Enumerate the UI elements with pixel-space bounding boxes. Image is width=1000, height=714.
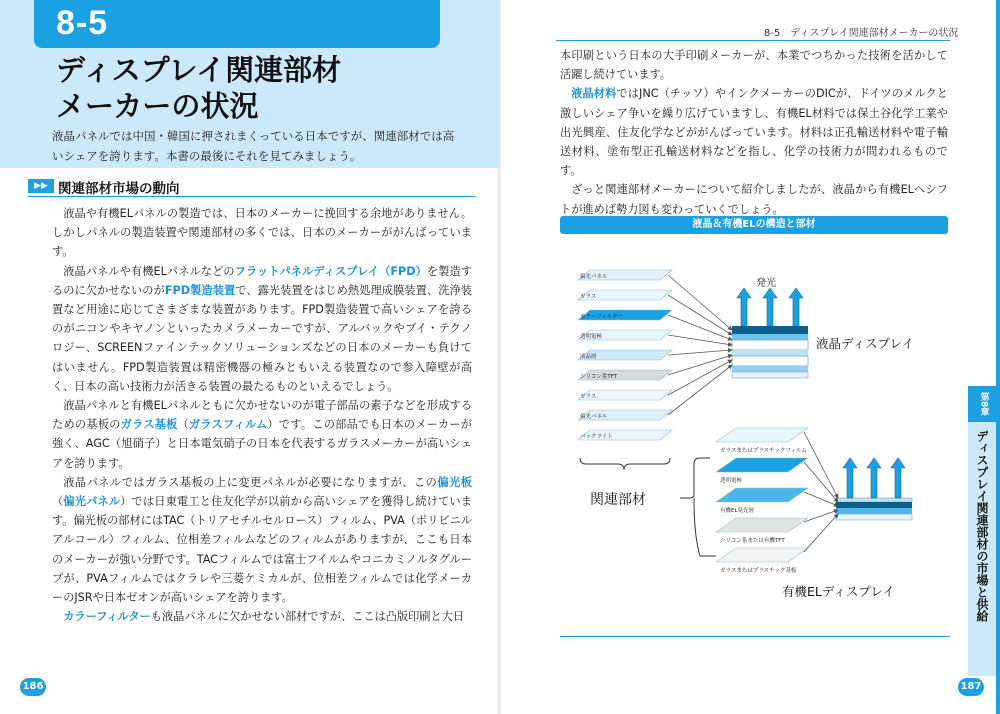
lcd-layer-label: シリコン系TFT — [580, 374, 618, 380]
text-run: ）です。この部品でも日本のメーカーが強く、AGC（旭硝子）と日本電気硝子の日本を代表するガラスメーカーが高いシェアを誇ります。 — [52, 418, 472, 470]
lcd-layer-label: 透明電極 — [580, 334, 603, 340]
oled-layer-label: ガラスまたはプラスチック基板 — [720, 568, 797, 574]
text-run: ）では日東電工と住友化学が以前から高いシェアを獲得し続けています。偏光板の部材にはTAC（トリアセチルセルロース）フィルム、PVA（ポリビニルアルコール）フィルム、位相差フィルムなどのフィルムがありますが、ここも日本のメーカーが強い分野です。TACフィルムでは富士フイルムやコニカミノルタグループが、PVAフィルムではクラレや三菱ケミカルが、位相差フィルムでは化学メーカーのJSRや日本ゼオンが高いシェアを誇ります。 — [52, 495, 472, 605]
text-run: 液晶パネルと有機ELパネルともに欠かせないのが電子部品の素子などを形成するための基板の — [52, 399, 472, 432]
pointer-arrow — [804, 514, 838, 552]
text-run: も液晶パネルに欠かせない部材ですが、ここは凸版印刷と大日 — [150, 610, 465, 624]
lcd-layer-label: カラーフィルター — [580, 314, 624, 320]
text-run: （ — [177, 418, 189, 432]
figure-title: 液晶＆有機ELの構造と部材 — [560, 216, 948, 234]
page-title-line1: ディスプレイ関連部材 — [56, 53, 342, 87]
lead-text: 液晶パネルでは中国・韓国に押されまくっている日本ですが、関連部材では高いシェアを誇ります。本書の最後にそれを見てみましょう。 — [52, 129, 455, 163]
pointer-arrow — [804, 462, 838, 502]
page-edge-strip — [996, 0, 1000, 714]
text-run: 液晶パネルではガラス基板の上に変更パネルが必要になりますが、この — [63, 475, 438, 489]
oled-layer — [716, 548, 808, 562]
oled-layer-label: シリコン系または有機TFT — [720, 538, 785, 544]
running-head-rule — [556, 40, 950, 41]
page-title-line2: メーカーの状況 — [56, 89, 259, 123]
lcd-layer-label: ガラス — [580, 294, 597, 300]
paragraph — [560, 84, 948, 180]
paragraph — [560, 180, 948, 218]
oled-layer — [716, 458, 808, 472]
page-title — [56, 52, 341, 124]
running-head: 8-5 ディスプレイ関連部材メーカーの状況 — [764, 28, 959, 39]
double-arrow-icon: ▶▶ — [28, 179, 54, 193]
bottom-rule — [560, 636, 950, 637]
text-run: で、露光装置をはじめ熱処理成膜装置、洗浄装置など用途に応じてさまざまな装置があります。FPD製造装置で高いシェアを誇るのがニコンやキヤノンといったカメラメーカーですが、アルバックやブイ・テクノロジー、SCREENファインテックソリューションズなどの日本のメーカーも負けてはいません。FPD製造装置は精密機器の極みともいえる装置なので参入障壁が高く、日本の高い技術力が活きる装置の最たるものといえるでしょう。 — [52, 283, 472, 393]
paragraph — [560, 46, 948, 84]
pointer-arrow — [804, 432, 838, 498]
paragraph — [52, 262, 472, 396]
subheading-text: 関連部材市場の動向 — [58, 181, 180, 197]
lcd-layer-label: 偏光パネル — [580, 274, 608, 280]
highlighted-term: ガラス基板 — [120, 418, 178, 432]
oled-layer-stack — [716, 428, 808, 574]
highlighted-term: フラットパネルディスプレイ（FPD） — [234, 264, 427, 278]
highlighted-term: 液晶材料 — [571, 87, 617, 101]
paragraph — [52, 607, 472, 626]
lcd-layer-stack — [578, 270, 672, 440]
oled-layer — [716, 428, 808, 442]
lcd-layer-label: 液晶層 — [580, 354, 597, 360]
paragraph — [52, 204, 472, 262]
oled-layer-label: 有機EL発光層 — [720, 508, 755, 514]
pointer-arrow — [668, 350, 732, 355]
paragraph — [52, 396, 472, 473]
text-run: 液晶パネルや有機ELパネルなどの — [63, 264, 235, 278]
lcd-layer-label: 偏光パネル — [580, 414, 608, 420]
oled-layer-label: ガラスまたはプラスチックフィルム — [720, 448, 807, 454]
text-run: ではJNC（チッソ）やインクメーカーのDICが、ドイツのメルクと激しいシェア争いを繰り広げていますし、有機EL材料では保土谷化学工業や出光興産、住友化学などががんばっています。材料は正孔輸送材料や電子輸送材料、塗布型正孔輸送材料などを指し、化学の技術力が問われるものです。 — [560, 87, 948, 178]
lcd-label: 液晶ディスプレイ — [816, 336, 914, 351]
oled-layer-label: 透明電極 — [720, 478, 743, 484]
lcd-layer-label: バックライト — [580, 434, 613, 440]
light-label-top: 発光 — [756, 278, 776, 289]
pointer-arrow — [668, 295, 732, 335]
highlighted-term: カラーフィルター — [63, 610, 151, 624]
oled-layer — [716, 518, 808, 532]
text-run: （ — [52, 495, 64, 509]
chapter-name: ディスプレイ関連部材の市場と供給 — [975, 430, 989, 622]
lcd-device-illustration — [732, 288, 808, 378]
lcd-layer-label: ガラス — [580, 394, 597, 400]
pointer-arrow — [804, 492, 838, 506]
body-text-left — [52, 204, 472, 626]
text-run: を製造するのに欠かせないのが — [52, 264, 472, 297]
materials-label: 関連部材 — [590, 492, 646, 508]
highlighted-term: 偏光パネル — [63, 495, 121, 509]
text-run: ざっと関連部材メーカーについて紹介しましたが、液晶から有機ELへシフトが進めば勢力図も変わっていくでしょう。 — [560, 183, 948, 216]
subheading — [28, 178, 476, 197]
page-number-right: 187 — [958, 678, 984, 696]
text-run: 本印刷という日本の大手印刷メーカーが、本業でつちかった技術を活かして活躍し続けています。 — [560, 49, 948, 82]
oled-layer — [716, 488, 808, 502]
text-run: 液晶や有機ELパネルの製造では、日本のメーカーに挽回する余地がありません。しかしパネルの製造装置や関連部材の多くでは、日本のメーカーががんばっています。 — [52, 207, 472, 259]
structure-diagram — [560, 236, 950, 606]
highlighted-term: FPD製造装置 — [164, 283, 236, 297]
section-number: 8-5 — [56, 4, 109, 42]
oled-label: 有機ELディスプレイ — [782, 584, 895, 599]
paragraph — [52, 473, 472, 607]
page-number-left: 186 — [20, 678, 46, 696]
highlighted-term: ガラスフィルム — [188, 418, 268, 432]
oled-device-illustration — [836, 458, 912, 520]
pointer-arrow — [668, 275, 732, 330]
chapter-number: 第8章 — [968, 386, 1000, 422]
body-text-right — [560, 46, 948, 219]
highlighted-term: 偏光板 — [437, 475, 472, 489]
